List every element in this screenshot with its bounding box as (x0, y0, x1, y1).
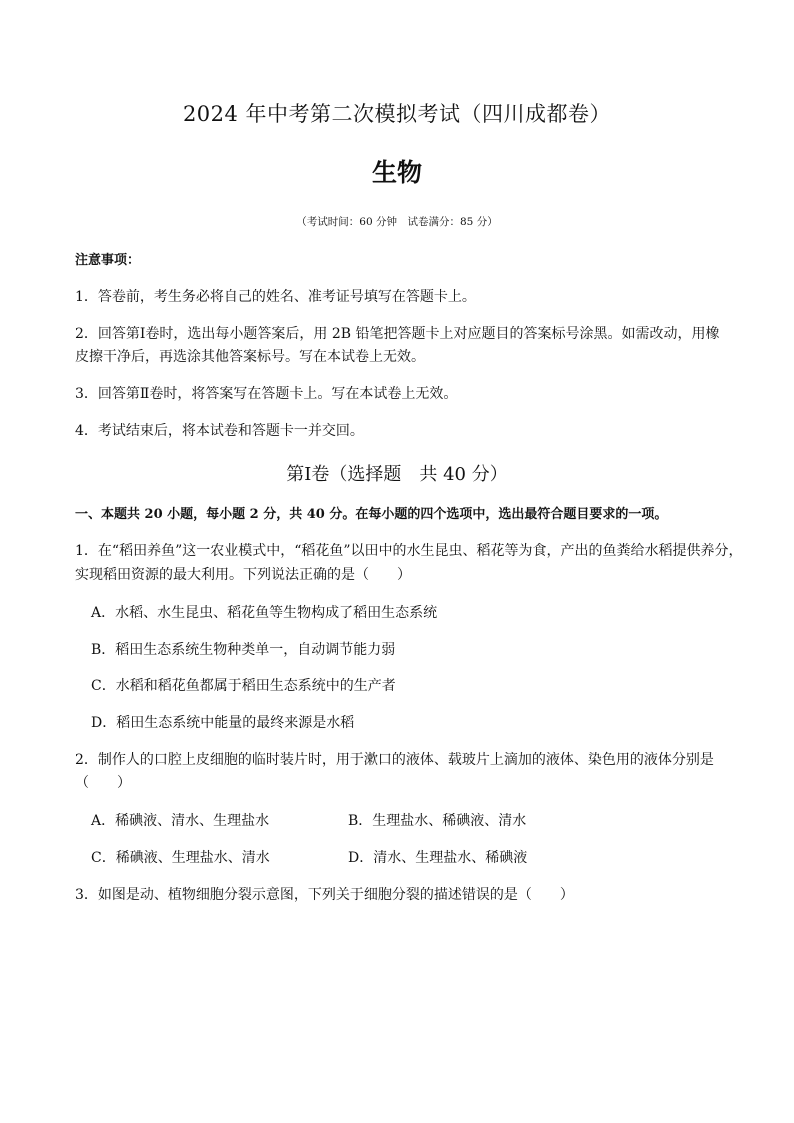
question-3-stem: 3．如图是动、植物细胞分裂示意图，下列关于细胞分裂的描述错误的是（ ） (75, 887, 574, 903)
subject-title: 生物 (371, 158, 422, 187)
question-1-option-a: A．水稻、水生昆虫、稻花鱼等生物构成了稻田生态系统 (91, 605, 438, 621)
exam-title: 2024 年中考第二次模拟考试（四川成都卷） (182, 102, 612, 126)
exam-info: （考试时间：60 分钟 试卷满分：85 分） (296, 216, 498, 228)
notice-item-2-cont: 皮擦干净后，再选涂其他答案标号。写在本试卷上无效。 (75, 349, 425, 365)
question-2-stem: 2．制作人的口腔上皮细胞的临时装片时，用于漱口的液体、载玻片上滴加的液体、染色用的液体分别是 (75, 752, 714, 768)
section-title: 第Ⅰ卷（选择题 共 40 分） (286, 464, 508, 485)
question-2-stem-cont: （ ） (75, 775, 131, 791)
notice-item-2: 2．回答第Ⅰ卷时，选出每小题答案后，用 2B 铅笔把答题卡上对应题目的答案标号涂黑。如需改动，用橡 (75, 326, 720, 342)
question-2-option-d: D．清水、生理盐水、稀碘液 (348, 850, 528, 866)
question-2-option-a: A．稀碘液、清水、生理盐水 (91, 813, 270, 829)
question-2-option-b: B．生理盐水、稀碘液、清水 (348, 813, 527, 829)
notice-item-3: 3．回答第Ⅱ卷时，将答案写在答题卡上。写在本试卷上无效。 (75, 386, 458, 402)
notice-item-1: 1．答卷前，考生务必将自己的姓名、准考证号填写在答题卡上。 (75, 289, 476, 305)
question-1-option-d: D．稻田生态系统中能量的最终来源是水稻 (91, 715, 355, 731)
question-1-option-b: B．稻田生态系统生物种类单一，自动调节能力弱 (91, 642, 396, 658)
question-1-stem-cont: 实现稻田资源的最大利用。下列说法正确的是（ ） (75, 567, 411, 583)
question-1-stem: 1．在“稻田养鱼”这一农业模式中，“稻花鱼”以田中的水生昆虫、稻花等为食，产出的鱼粪给水稻提供养分， (75, 543, 743, 559)
question-1-option-c: C．水稻和稻花鱼都属于稻田生态系统中的生产者 (91, 678, 396, 694)
section-intro: 一、本题共 20 小题，每小题 2 分，共 40 分。在每小题的四个选项中，选出最符合题目要求的一项。 (75, 507, 668, 522)
notice-item-4: 4．考试结束后，将本试卷和答题卡一并交回。 (75, 423, 364, 439)
notice-heading: 注意事项： (75, 253, 141, 268)
question-2-option-c: C．稀碘液、生理盐水、清水 (91, 850, 270, 866)
